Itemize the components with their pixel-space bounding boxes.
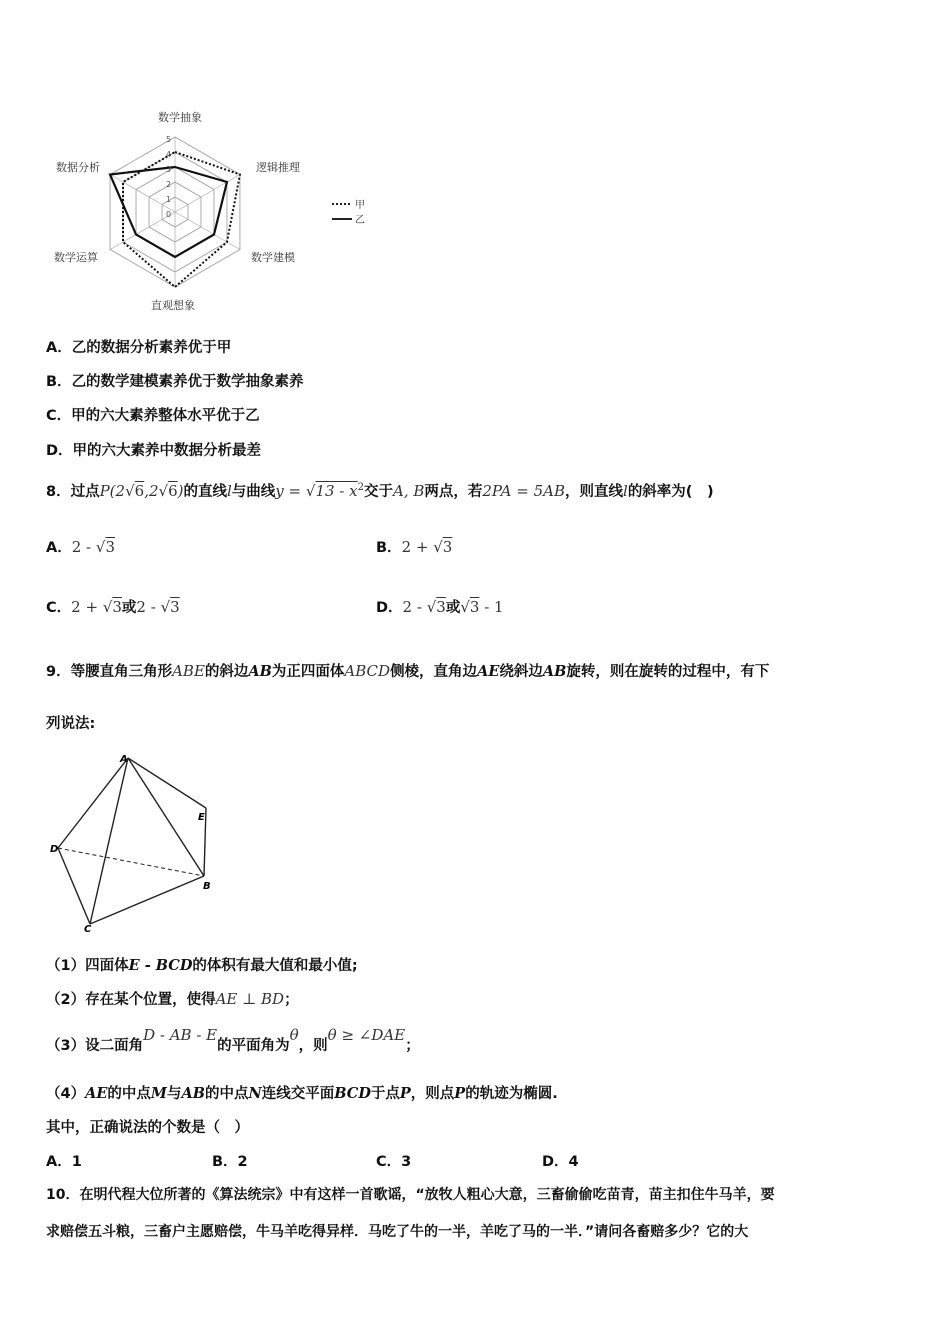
tick-label: 1: [166, 195, 172, 204]
legend-label-jia: 甲: [355, 200, 365, 211]
q9-stem-line2: 列说法:: [46, 716, 96, 732]
vertex-label-B: B: [203, 881, 211, 892]
edge-DC: [58, 848, 90, 924]
q7-option-d: D．甲的六大素养中数据分析最差: [46, 443, 262, 459]
vertex-label-C: C: [84, 924, 92, 935]
radar-chart: [40, 100, 380, 320]
tick-label: 5: [166, 135, 172, 144]
edge-AB: [128, 758, 204, 876]
vertex-label-D: D: [50, 844, 59, 855]
q7-option-a: A．乙的数据分析素养优于甲: [46, 340, 232, 356]
q9-statement-3: （3）设二面角D - AB - E的平面角为θ，则θ ≥ ∠DAE；: [46, 1026, 420, 1054]
q9-option-d: D．4: [542, 1154, 579, 1170]
q9-option-a: A．1: [46, 1154, 82, 1170]
q9-statement-2: （2）存在某个位置，使得AE ⊥ BD；: [46, 990, 299, 1008]
tick-label: 0: [166, 210, 172, 219]
q8-stem: 8．过点P(2√6,2√6)的直线l与曲线$y = √13 - x^2$交于A, B两点，若2PA = 5AB，则直线l的斜率为( ): [46, 482, 714, 500]
q9-statement-1: （1）四面体E - BCD的体积有最大值和最小值;: [46, 957, 358, 974]
tick-label: 2: [166, 180, 172, 189]
q8-option-d: D．2 - √3或√3 - 1: [376, 598, 504, 616]
tick-label: 4: [166, 150, 172, 159]
edge-AE: [128, 758, 206, 808]
q10-line1: 10．在明代程大位所著的《算法统宗》中有这样一首歌谣，“放牧人粗心大意，三畜偷偷吃苗青，苗主扣住牛马羊，要: [46, 1187, 775, 1203]
q9-question: 其中，正确说法的个数是（ ）: [46, 1120, 249, 1136]
edge-CB: [90, 876, 204, 924]
vertex-label-A: A: [120, 754, 128, 765]
q9-stem-line1: 9．等腰直角三角形ABE的斜边AB为正四面体ABCD侧棱，直角边AE绕斜边AB旋转，则在旋转的过程中，有下: [46, 662, 770, 680]
radar-spoke: [175, 175, 240, 213]
q8-option-c: C．2 + √3或2 - √3: [46, 598, 180, 616]
q9-option-c: C．3: [376, 1154, 412, 1170]
q10-line2: 求赔偿五斗粮，三畜户主愿赔偿，牛马羊吃得异样．马吃了牛的一半，羊吃了马的一半．”请问各畜赔多少？它的大: [46, 1224, 749, 1240]
tick-label: 3: [166, 165, 172, 174]
q9-statement-4: （4）AE的中点M与AB的中点N连线交平面BCD于点P，则点P的轨迹为椭圆.: [46, 1085, 558, 1102]
edge-DB: [58, 848, 204, 876]
q7-option-c: C．甲的六大素养整体水平优于乙: [46, 408, 260, 424]
q8-option-a: A．2 - √3: [46, 538, 115, 556]
tetrahedron-figure: [46, 748, 226, 938]
q8-option-b: B．2 + √3: [376, 538, 453, 556]
axis-label-abstraction: 数学抽象: [158, 111, 202, 124]
vertex-label-E: E: [198, 812, 205, 823]
radar-spoke: [175, 212, 240, 250]
axis-label-intuition: 直观想象: [151, 299, 195, 312]
axis-label-data-analysis: 数据分析: [56, 161, 100, 174]
axis-label-operation: 数学运算: [54, 251, 98, 264]
legend-label-yi: 乙: [355, 215, 365, 226]
q7-option-b: B．乙的数学建模素养优于数学抽象素养: [46, 374, 304, 390]
q9-option-b: B．2: [212, 1154, 248, 1170]
axis-label-logic: 逻辑推理: [256, 161, 300, 174]
axis-label-modeling: 数学建模: [251, 251, 295, 264]
